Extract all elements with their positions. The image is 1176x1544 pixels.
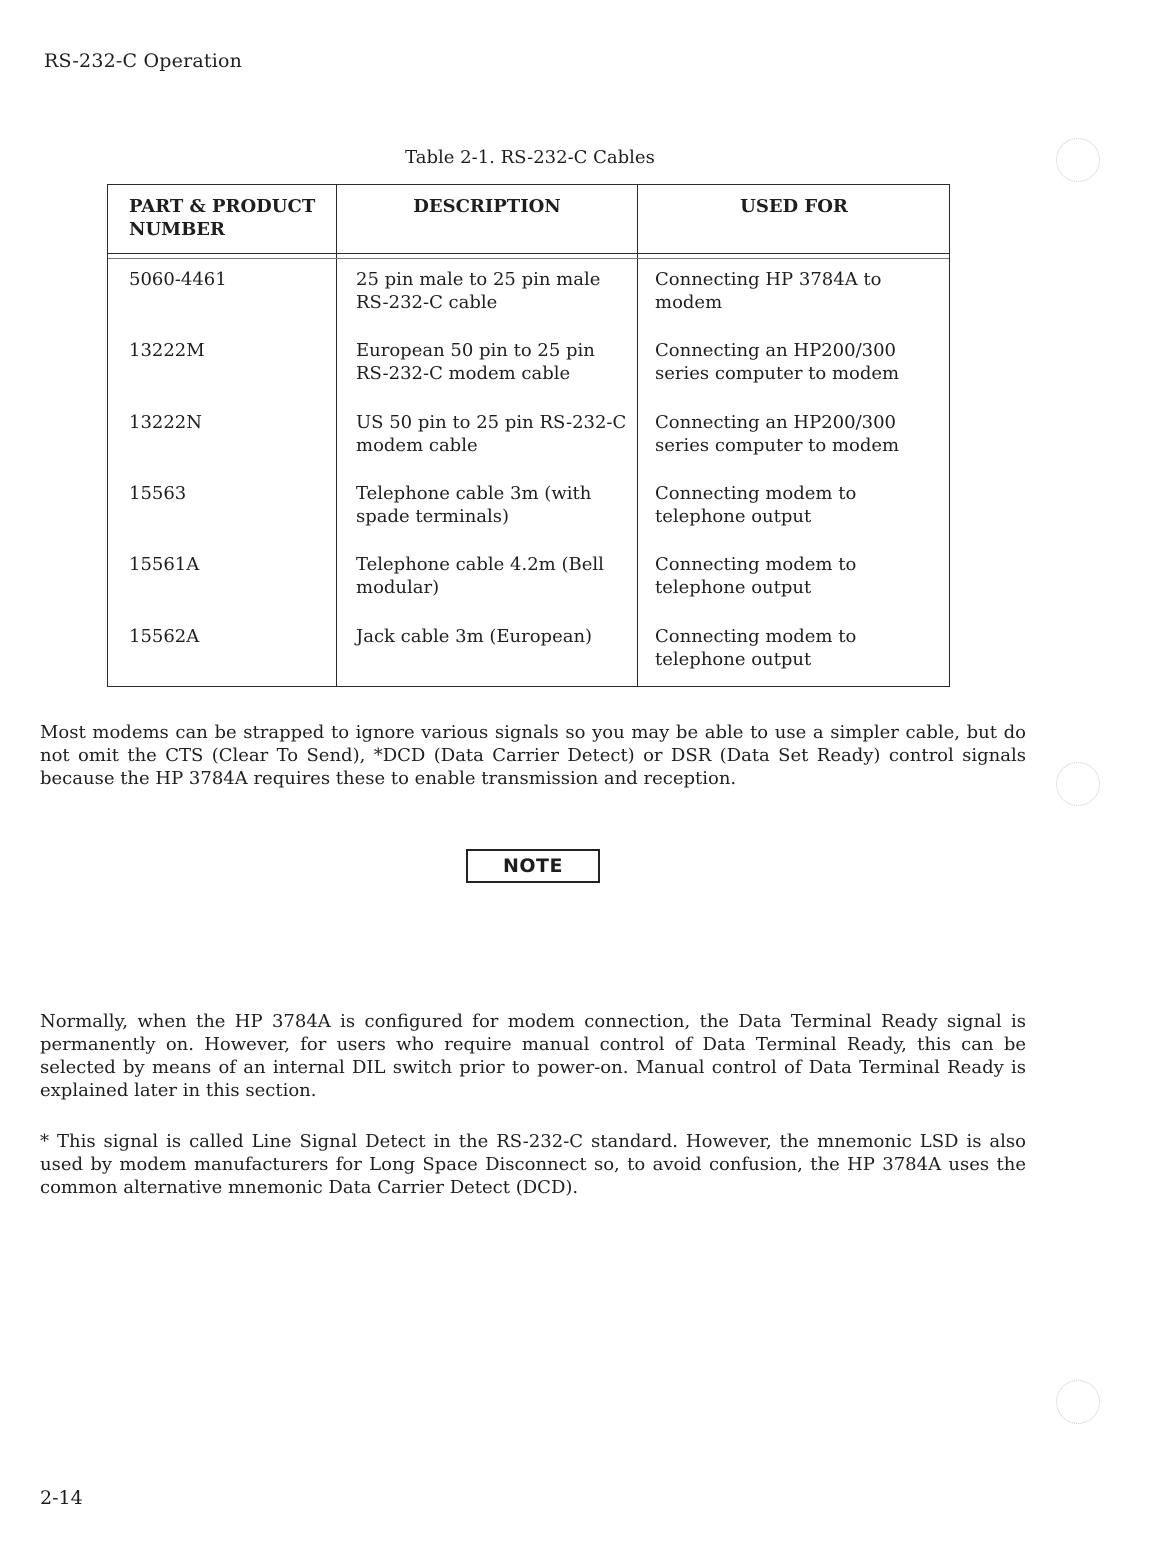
description-line: Jack cable 3m (European) (356, 626, 593, 647)
description-cell (356, 553, 604, 599)
description-line: RS-232-C modem cable (356, 363, 571, 384)
part-number-cell: 13222M (129, 340, 205, 361)
used-for-cell (655, 482, 856, 528)
used-for-line: Connecting modem to (655, 626, 857, 647)
column-divider (637, 185, 638, 686)
used-for-line: Connecting an HP200/300 (655, 412, 896, 433)
description-cell (356, 482, 591, 528)
page-number: 2-14 (40, 1487, 83, 1509)
part-number-cell: 5060-4461 (129, 269, 227, 290)
modem-strapping-paragraph: Most modems can be strapped to ignore various signals so you may be able to use a simpler cable, but do not omit the CTS (Clear To Send), *DCD (Data Carrier Detect) or DSR (Data Set Ready) control signals because the HP 3784A requires these to enable transmission and reception. (40, 722, 1026, 789)
cables-table (107, 184, 950, 687)
column-header-part-line: NUMBER (129, 219, 225, 240)
column-header-part (129, 195, 315, 241)
column-header-used-for: USED FOR (740, 196, 848, 217)
part-number-cell: 15563 (129, 483, 187, 504)
used-for-cell (655, 553, 856, 599)
punch-hole (1056, 1380, 1100, 1424)
used-for-line: Connecting modem to (655, 483, 857, 504)
footnote-paragraph: * This signal is called Line Signal Detect in the RS-232-C standard. However, the mnemonic LSD is also used by modem manufacturers for Long Space Disconnect so, to avoid confusion, the HP 3784A uses the common alternative mnemonic Data Carrier Detect (DCD). (40, 1131, 1026, 1198)
description-line: modem cable (356, 435, 478, 456)
header-divider (108, 253, 949, 254)
used-for-line: Connecting modem to (655, 554, 857, 575)
table-caption: Table 2-1. RS-232-C Cables (405, 147, 655, 168)
description-line: Telephone cable 4.2m (Bell (356, 554, 604, 575)
used-for-line: series computer to modem (655, 435, 900, 456)
column-divider (336, 185, 337, 686)
used-for-cell (655, 268, 882, 314)
punch-hole (1056, 762, 1100, 806)
description-line: Telephone cable 3m (with (356, 483, 592, 504)
used-for-line: telephone output (655, 649, 812, 670)
description-line: spade terminals) (356, 506, 510, 527)
used-for-line: Connecting HP 3784A to (655, 269, 882, 290)
header-divider (108, 258, 949, 259)
column-header-part-line: PART & PRODUCT (129, 196, 316, 217)
part-number-cell: 15561A (129, 554, 200, 575)
running-head: RS-232-C Operation (44, 50, 243, 72)
description-line: European 50 pin to 25 pin (356, 340, 595, 361)
part-number-cell: 15562A (129, 626, 200, 647)
used-for-line: modem (655, 292, 723, 313)
description-line: RS-232-C cable (356, 292, 498, 313)
used-for-cell (655, 411, 899, 457)
description-cell (356, 625, 592, 648)
used-for-cell (655, 339, 899, 385)
used-for-cell (655, 625, 856, 671)
punch-hole (1056, 138, 1100, 182)
used-for-line: Connecting an HP200/300 (655, 340, 896, 361)
description-cell (356, 339, 595, 385)
part-number-cell: 13222N (129, 412, 203, 433)
description-line: 25 pin male to 25 pin male (356, 269, 601, 290)
used-for-line: series computer to modem (655, 363, 900, 384)
used-for-line: telephone output (655, 506, 812, 527)
description-line: modular) (356, 577, 440, 598)
description-cell (356, 268, 600, 314)
used-for-line: telephone output (655, 577, 812, 598)
note-label: NOTE (466, 849, 600, 883)
column-header-description: DESCRIPTION (413, 196, 561, 217)
description-cell (356, 411, 626, 457)
description-line: US 50 pin to 25 pin RS-232-C (356, 412, 627, 433)
note-paragraph: Normally, when the HP 3784A is configured for modem connection, the Data Terminal Ready signal is permanently on. However, for users who require manual control of Data Terminal Ready, this can be selected by means of an internal DIL switch prior to power-on. Manual control of Data Terminal Ready is explained later in this section. (40, 1011, 1026, 1101)
